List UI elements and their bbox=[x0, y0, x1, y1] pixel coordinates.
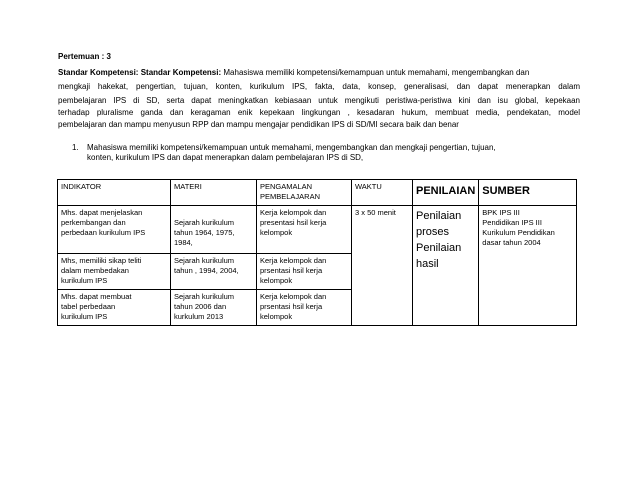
header-sumber: SUMBER bbox=[479, 180, 577, 206]
table-row bbox=[58, 206, 577, 254]
objective-line: Mahasiswa memiliki kompetensi/kemampuan untuk memahami, mengembangkan dan mengkaji pengertian, tujuan, bbox=[87, 143, 496, 152]
header-indikator: INDIKATOR bbox=[58, 180, 171, 206]
cell-sumber: BPK IPS III Pendidikan IPS III Kurikulum Pendidikan dasar tahun 2004 bbox=[479, 206, 577, 326]
competency-label: Standar Kompetensi bbox=[58, 68, 136, 77]
table-header-row bbox=[58, 180, 577, 206]
cell-pengamalan: Kerja kelompok dan prsentasi hsil kerja kelompok bbox=[257, 290, 352, 326]
meeting-title: Pertemuan : 3 bbox=[58, 52, 111, 61]
lesson-plan-table bbox=[57, 179, 577, 326]
cell-pengamalan: Kerja kelompok dan presentasi hsil kerja kelompok bbox=[257, 206, 352, 254]
cell-pengamalan: Kerja kelompok dan prsentasi hsil kerja kelompok bbox=[257, 254, 352, 290]
cell-waktu: 3 x 50 menit bbox=[352, 206, 413, 326]
competency-line-1: Standar Kompetensi: Standar Kompetensi: Mahasiswa memiliki kompetensi/kemampuan untuk memahami, mengembangkan dan bbox=[58, 68, 530, 77]
competency-text-1: Mahasiswa memiliki kompetensi/kemampuan untuk memahami, mengembangkan dan bbox=[223, 68, 530, 77]
competency-line-2: mengkaji hakekat, pengertian, tujuan, konten, kurikulum IPS, fakta, data, konsep, generalisasi, dan dapat menerapkan dalam bbox=[58, 82, 580, 91]
objective-text bbox=[87, 143, 567, 163]
cell-indikator: Mhs, memiliki sikap teliti dalam membedakan kurikulum IPS bbox=[58, 254, 171, 290]
competency-line-3: pembelajaran IPS di SD, serta dapat meningkatkan kebiasaan untuk mengikuti peristiwa-peristiwa kini dan isu global, kepekaan bbox=[58, 96, 580, 105]
competency-line-4: terhadap pluralisme ganda dan keragaman enik kepekaan lingkungan , kesadaran hukum, membuat media, pendekatan, model bbox=[58, 108, 580, 117]
cell-materi: Sejarah kurikulum tahun , 1994, 2004, bbox=[171, 254, 257, 290]
cell-materi: Sejarah kurikulum tahun 1964, 1975, 1984, bbox=[171, 206, 257, 254]
cell-indikator: Mhs. dapat menjelaskan perkembangan dan perbedaan kurikulum IPS bbox=[58, 206, 171, 254]
header-waktu: WAKTU bbox=[352, 180, 413, 206]
cell-indikator: Mhs. dapat membuat tabel perbedaan kurikulum IPS bbox=[58, 290, 171, 326]
cell-materi: Sejarah kurikulum tahun 2006 dan kurkulum 2013 bbox=[171, 290, 257, 326]
competency-heading: Standar Kompetensi bbox=[140, 68, 219, 77]
header-materi: MATERI bbox=[171, 180, 257, 206]
cell-penilaian: Penilaian proses Penilaian hasil bbox=[413, 206, 479, 326]
objective-line: konten, kurikulum IPS dan dapat menerapkan dalam pembelajaran IPS di SD, bbox=[87, 153, 364, 162]
header-penilaian: PENILAIAN bbox=[413, 180, 479, 206]
header-pengamalan: PENGAMALAN PEMBELAJARAN bbox=[257, 180, 352, 206]
objective-number: 1. bbox=[72, 143, 79, 152]
competency-line-5: pembelajaran dan mampu menyusun RPP dan mampu mengajar pendidikan IPS di SD/MI secara baik dan benar bbox=[58, 120, 459, 129]
